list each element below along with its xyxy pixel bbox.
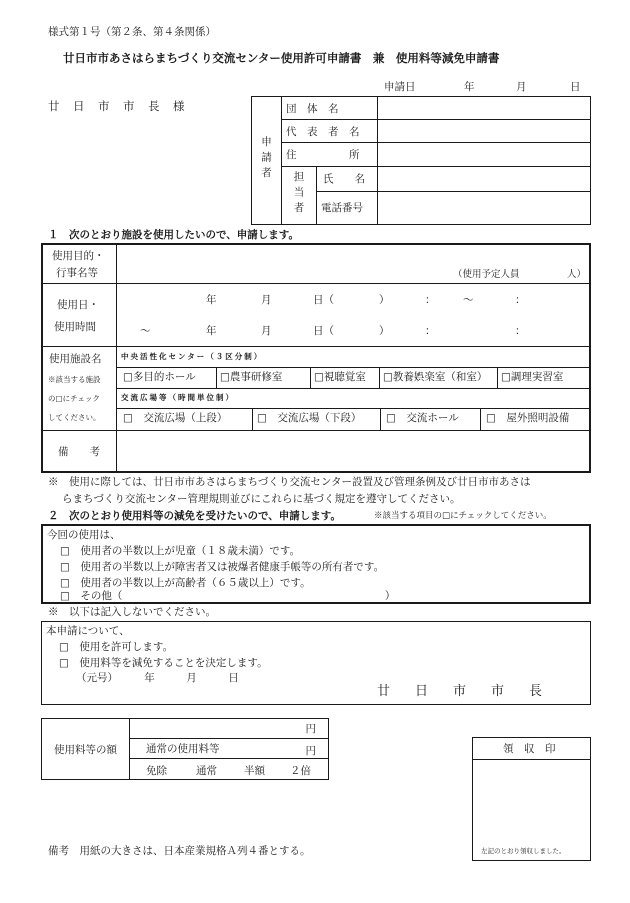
row1-weekday-close: ） xyxy=(379,294,390,306)
remarks-label: 備 考 xyxy=(58,446,100,458)
rep-label: 代 表 者 名 xyxy=(282,120,378,143)
plaza-lower[interactable]: □ 交流広場（下段） xyxy=(257,412,362,424)
office-era-date: （元号） 年 月 日 xyxy=(76,672,239,684)
org-field[interactable] xyxy=(378,97,591,120)
applicant-side-label: 申請者 xyxy=(252,97,282,225)
fee-row2-label: 通常の使用料等 xyxy=(146,743,220,755)
plaza-heading: 交流広場等（時間単位制） xyxy=(121,393,235,402)
fee-row2-unit: 円 xyxy=(305,745,316,757)
row2-year: 年 xyxy=(206,325,217,337)
facility-note-3: してください。 xyxy=(48,413,101,422)
plaza-upper[interactable]: □ 交流広場（上段） xyxy=(123,412,228,424)
attendees-label: （使用予定人員 人） xyxy=(453,269,587,280)
fee-row3 xyxy=(130,759,329,780)
office-box xyxy=(41,621,591,705)
name-label: 氏 名 xyxy=(317,166,378,191)
receipt-stamp-area xyxy=(475,762,588,846)
date-month: 月 xyxy=(516,81,527,93)
datetime-label-2: 使用時間 xyxy=(54,321,96,333)
row2-colon-1: ： xyxy=(425,325,436,337)
row2-month: 月 xyxy=(261,325,272,337)
receipt-title: 領 収 印 xyxy=(503,743,556,755)
plaza-hall[interactable]: □ 交流ホール xyxy=(386,412,459,424)
date-year: 年 xyxy=(464,81,475,93)
fee-double: ２倍 xyxy=(290,765,311,777)
row1-day: 日（ xyxy=(313,294,334,306)
reduction-intro: 今回の使用は、 xyxy=(47,529,121,541)
section1-heading: １ 次のとおり施設を使用したいので、申請します。 xyxy=(48,229,299,241)
applicant-table xyxy=(251,96,591,225)
notice-line-1: ※ 使用に際しては、廿日市市あさはらまちづくり交流センター設置及び管理条例及び廿日市市あさは xyxy=(48,476,531,488)
phone-field[interactable] xyxy=(378,191,591,224)
rep-field[interactable] xyxy=(378,120,591,143)
notice-line-2: らまちづくり交流センター管理規則並びにこれらに基づく規定を遵守してください。 xyxy=(62,493,461,505)
row1-tilde: ～ xyxy=(463,294,474,306)
office-item-reduce: □ 使用料等を減免することを決定します。 xyxy=(59,657,268,669)
section2-heading: ２ 次のとおり使用料等の減免を受けたいので、申請します。 xyxy=(48,510,341,522)
row2-tilde: ～ xyxy=(140,325,151,337)
reduction-box xyxy=(41,524,591,604)
fee-row1-unit: 円 xyxy=(130,719,329,739)
name-field[interactable] xyxy=(378,166,591,191)
date-day: 日 xyxy=(570,81,581,93)
office-note: ※ 以下は記入しないでください。 xyxy=(48,606,216,618)
receipt-footer: 左記のとおり領収しました。 xyxy=(481,847,566,855)
fee-label: 使用料等の額 xyxy=(42,719,130,780)
form-number: 様式第１号（第２条、第４条関係） xyxy=(48,26,216,38)
office-item-permit: □ 使用を許可します。 xyxy=(59,641,174,653)
fee-half: 半額 xyxy=(244,765,265,777)
center-room-farm[interactable]: □農事研修室 xyxy=(220,371,283,383)
section2-heading-note: ※該当する項目の□にチェックしてください。 xyxy=(374,511,552,521)
fee-normal: 通常 xyxy=(196,765,217,777)
receipt-box xyxy=(472,737,591,861)
office-intro: 本申請について、 xyxy=(46,625,130,637)
row2-day: 日（ xyxy=(313,325,334,337)
address-field[interactable] xyxy=(378,143,591,166)
facility-note-2: の□にチェック xyxy=(48,394,100,403)
contact-label: 担当者 xyxy=(282,166,317,224)
facility-label: 使用施設名 xyxy=(49,353,102,365)
center-heading: 中央活性化センター（３区分制） xyxy=(121,352,264,361)
row1-colon-1: ： xyxy=(425,294,436,306)
center-room-japanese[interactable]: □教養娯楽室（和室） xyxy=(383,371,488,383)
row2-weekday-close: ） xyxy=(379,325,390,337)
office-mayor: 廿 日 市 市 長 xyxy=(377,684,549,699)
facility-note-1: ※該当する施設 xyxy=(48,375,101,384)
center-room-kitchen[interactable]: □調理実習室 xyxy=(501,371,564,383)
phone-label: 電話番号 xyxy=(317,191,378,224)
org-label: 団 体 名 xyxy=(282,97,378,120)
fee-row2 xyxy=(130,739,329,759)
footer-note: 備考 用紙の大きさは、日本産業規格Ａ列４番とする。 xyxy=(48,845,311,857)
datetime-label-1: 使用日・ xyxy=(57,299,99,311)
center-room-av[interactable]: □視聴覚室 xyxy=(314,371,366,383)
row1-year: 年 xyxy=(206,294,217,306)
date-label: 申請日 xyxy=(384,81,416,93)
row1-month: 月 xyxy=(261,294,272,306)
purpose-label-1: 使用目的・ xyxy=(52,250,105,262)
reduction-item-other[interactable]: □ その他（ ） xyxy=(60,590,396,602)
fee-exempt: 免除 xyxy=(146,765,167,777)
reduction-item-disabled[interactable]: □ 使用者の半数以上が障害者又は被爆者健康手帳等の所有者です。 xyxy=(60,561,385,573)
remarks-field[interactable] xyxy=(118,432,588,470)
fee-table xyxy=(41,718,329,780)
row1-colon-2: ： xyxy=(515,294,526,306)
center-room-hall[interactable]: □多目的ホール xyxy=(123,371,196,383)
addressee: 廿 日 市 市 長 様 xyxy=(48,99,186,113)
reduction-item-elderly[interactable]: □ 使用者の半数以上が高齢者（６５歳以上）です。 xyxy=(60,577,311,589)
reduction-item-child[interactable]: □ 使用者の半数以上が児童（１８歳未満）です。 xyxy=(60,545,301,557)
usage-table xyxy=(41,243,591,473)
plaza-lighting[interactable]: □ 屋外照明設備 xyxy=(486,412,570,424)
page-title: 廿日市市あさはらまちづくり交流センター使用許可申請書 兼 使用料等減免申請書 xyxy=(63,51,500,65)
row2-colon-2: ： xyxy=(515,325,526,337)
purpose-label-2: 行事名等 xyxy=(56,267,98,279)
address-label: 住 所 xyxy=(282,143,378,166)
